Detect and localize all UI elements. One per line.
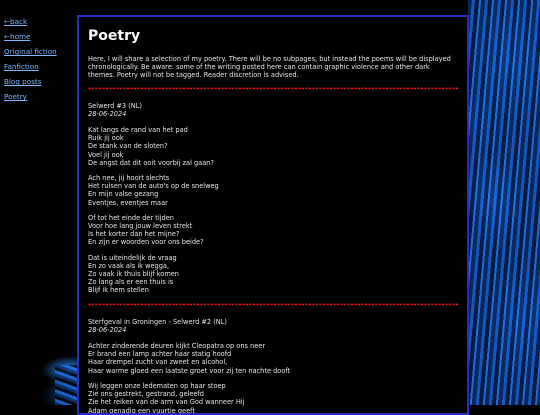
- poem-line: Zo vaak ik thuis blijf komen: [88, 270, 179, 279]
- poem-post: [88, 102, 458, 295]
- poem-line: Of tot het einde der tijden: [88, 213, 174, 222]
- stanza: [88, 382, 458, 415]
- stanza: [88, 174, 458, 207]
- stanza: [88, 126, 458, 167]
- poem-line: En zo vaak als ik wegga,: [88, 261, 170, 270]
- poem-line: Voor hoe lang jouw leven strekt: [88, 222, 193, 231]
- poem-line: Dat is uiteindelijk de vraag: [88, 253, 177, 262]
- poem-line: Wij leggen onze ledematen op haar stoep: [88, 381, 226, 390]
- stanza: [88, 214, 458, 247]
- blog-posts-link[interactable]: Blog posts: [4, 77, 42, 86]
- divider: [88, 302, 458, 307]
- back-link[interactable]: ←back: [4, 17, 28, 26]
- poem-date: 28-06-2024: [88, 325, 127, 334]
- original-fiction-link[interactable]: Original fiction: [4, 47, 57, 56]
- poem-line: Adam genadig een vuurtje geeft: [88, 406, 195, 415]
- poem-line: Het ruisen van de auto's op de snelweg: [88, 182, 219, 191]
- poem-line: De stank van de sloten?: [88, 142, 168, 151]
- poem-line: En zijn er woorden voor ons beide?: [88, 238, 204, 247]
- poem-line: Kat langs de rand van het pad: [88, 126, 188, 135]
- poem-line: Ach nee, jij hoort slechts: [88, 174, 170, 183]
- poem-line: Zo lang als er een thuis is: [88, 278, 174, 287]
- poem-line: Blijf ik hem stellen: [88, 286, 149, 295]
- poem-line: Ruik jij ook: [88, 134, 124, 143]
- poem-line: En mijn valse gezang: [88, 190, 159, 199]
- poem-line: Haar warme gloed een laatste groet voor zij ten nachte dooft: [88, 366, 291, 375]
- home-link[interactable]: ←home: [4, 32, 31, 41]
- poem-line: Er brand een lamp achter haar statig hoofd: [88, 350, 232, 359]
- poem-title: Selwerd #3 (NL): [88, 101, 142, 110]
- poem-line: Zie het reiken van de arm van God wanneer Hij: [88, 398, 245, 407]
- fanfiction-link[interactable]: Fanfiction: [4, 62, 39, 71]
- poem-date: 28-06-2024: [88, 109, 127, 118]
- poem-line: Achter zinderende deuren kijkt Cleopatra op ons neer: [88, 342, 266, 351]
- poem-line: De angst dat dit ooit voorbij zal gaan?: [88, 158, 214, 167]
- divider: [88, 86, 458, 91]
- stanza: [88, 254, 458, 295]
- poem-post: [88, 318, 458, 415]
- poem-line: Zie ons gestrekt, gestrand, geleefd: [88, 390, 204, 399]
- poem-line: Haar drempel zucht van zweet en alcohol,: [88, 358, 228, 367]
- page-title: Poetry: [88, 28, 141, 44]
- background-stripe: [468, 0, 540, 405]
- poem-title: Sterfgeval in Groningen - Selwerd #2 (NL): [88, 317, 227, 326]
- poem-line: Eventjes, eventjes maar: [88, 198, 168, 207]
- sidebar-nav: [4, 14, 74, 104]
- content-panel: [77, 15, 469, 415]
- poem-line: Is het korter dan het mijne?: [88, 230, 180, 239]
- poem-line: Voel jij ook: [88, 150, 124, 159]
- poetry-link[interactable]: Poetry: [4, 92, 27, 101]
- intro-text: Here, I will share a selection of my poetry. There will be no subpages, but instead the poems will be displayed chronologically. Be aware: some of the writing posted here can contain graphic violence and other dark themes. Poetry will not be tagged. Reader discretion is advised.: [88, 55, 451, 80]
- stanza: [88, 342, 458, 375]
